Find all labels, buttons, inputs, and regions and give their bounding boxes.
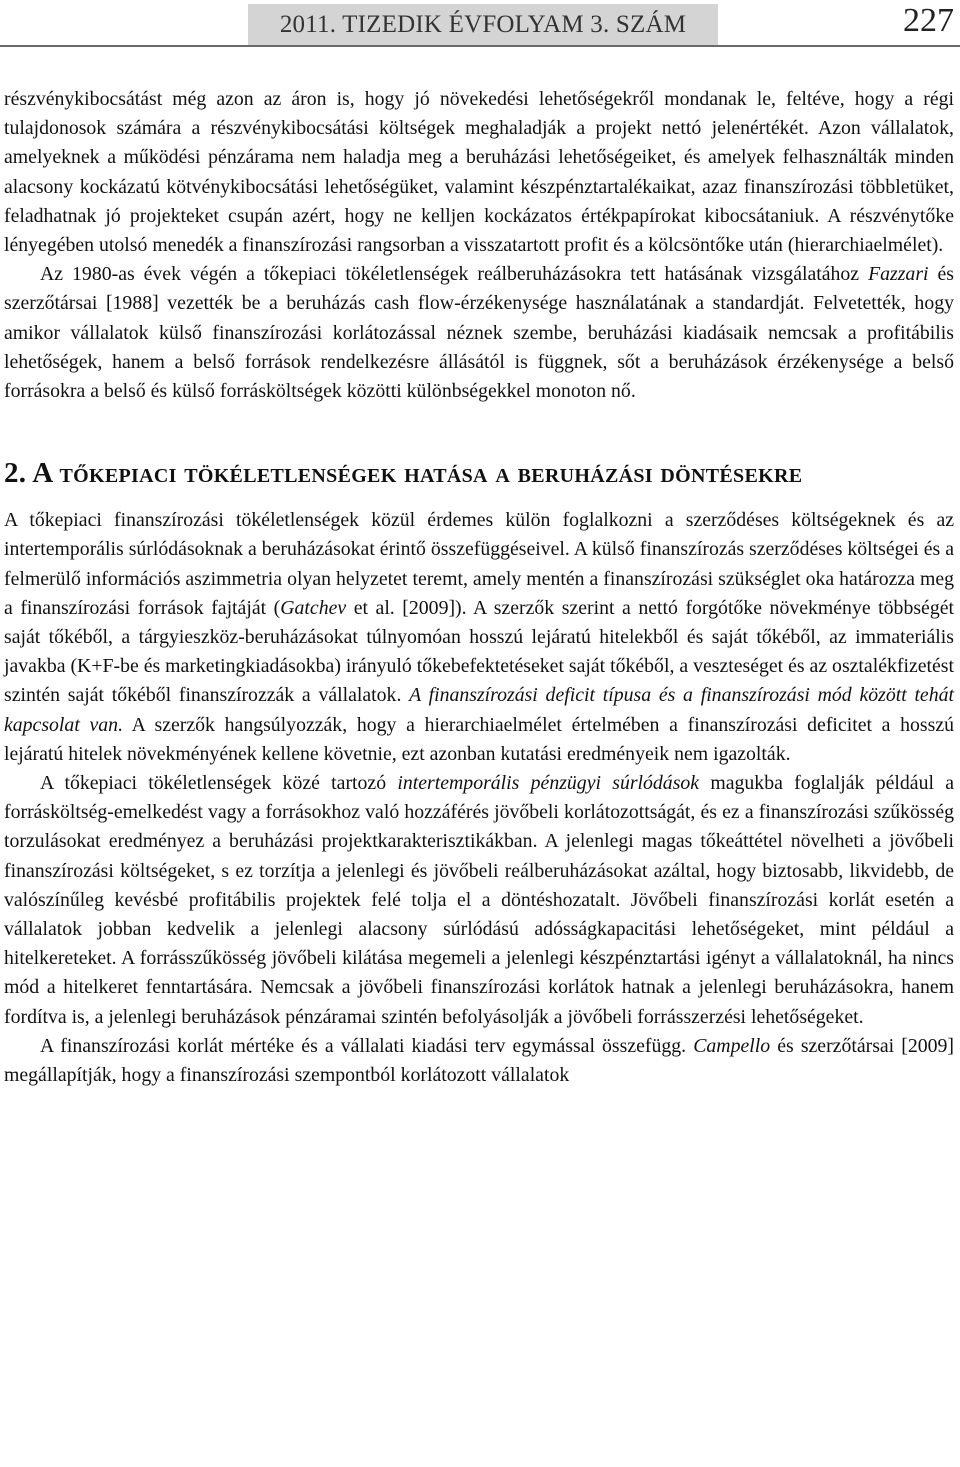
- header-divider: [0, 45, 960, 47]
- journal-issue-label: 2011. TIZEDIK ÉVFOLYAM 3. SZÁM: [248, 4, 718, 46]
- running-header: [0, 0, 960, 46]
- emphasized-sentence: A finanszírozási deficit típusa és a finanszírozási mód között tehát kapcsolat van.: [4, 684, 954, 736]
- section-spacer: [4, 406, 954, 456]
- paragraph-intertemporal: A tőkepiaci tökéletlenségek közé tartozó intertemporális pénzügyi súrlódások magukba foglalják például a forrásköltség-emelkedést vagy a forrásokhoz való hozzáférés jövőbeli korlátozottságát, és ez a finanszírozási szűkösség torzulásokat eredményez a beruházási projektkarakterisztikákban. A jelenlegi magas tőkeáttétel növelheti a jövőbeli finanszírozási költségeket, s ez torzítja a jelenlegi és jövőbeli reálberuházásokat azáltal, hogy biztosabb, likvidebb, de valószínűleg kevésbé profitábilis projektek felé tolja el a döntéshozatalt. Jövőbeli finanszírozási korlát esetén a vállalatok jobban kedvelik a jelenlegi alacsony súrlódású adósságkapacitási lehetőségeket, mint például a hitelkereteket. A forrásszűkösség jövőbeli kilátása megemeli a jelenlegi készpénztartási igényt a vállalatoknál, ha nincs mód a hitelkeret fenntartására. Nemcsak a jövőbeli finanszírozási korlátok hatnak a jelenlegi beruházásokra, hanem fordítva is, a jelenlegi beruházások pénzáramai szintén befolyásolják a jövőbeli forrásszerzési lehetőségeket.: [4, 772, 955, 1028]
- article-body: [4, 85, 954, 1090]
- emphasized-term: intertemporális pénzügyi súrlódások: [397, 772, 700, 795]
- paragraph-continued: részvénykibocsátást még azon az áron is, hogy jó növekedési lehetőségekről mondanak le, feltéve, hogy a régi tulajdonosok számára a részvénykibocsátási költségek meghaladják a projekt nettó jelenértékét. Azon vállalatok, amelyeknek a működési pénzárama nem haladja meg a beruházási lehetőségeiket, és amelyek felhasználták minden alacsony kockázatú kötvénykibocsátási lehetőségüket, valamint készpénztartalékaikat, azaz finanszírozási többletüket, feladhatnak jó projekteket csupán azért, hogy ne kelljen kockázatos értékpapírokat kibocsátaniuk. A részvénytőke lényegében utolsó menedék a finanszírozási rangsorban a visszatartott profit és a kölcsöntőke után (hierarchiaelmélet).: [4, 88, 954, 257]
- page-number: 227: [903, 2, 954, 39]
- author-name-fazzari: Fazzari: [868, 263, 929, 286]
- author-name-gatchev: Gatchev: [280, 596, 347, 619]
- paragraph-gatchev: A tőkepiaci finanszírozási tökéletlenségek közül érdemes külön foglalkozni a szerződéses költségeknek és az intertemporális súrlódásoknak a beruházásokat érintő összefüggéseivel. A külső finanszírozás szerződéses költségei és a felmerülő információs aszimmetria olyan helyzetet teremt, amely mentén a finanszírozási szükséglet oka határozza meg a finanszírozási források fajtáját (Gatchev et al. [2009]). A szerzők szerint a nettó forgótőke növekménye többségét saját tőkéből, a tárgyieszköz-beruházásokat túlnyomóan hosszú lejáratú hitelekből és saját tőkéből, az immateriális javakba (K+F-be és marketingkiadásokba) irányuló tőkebefektetéseket saját tőkéből, a veszteséget és az osztalékfizetést szintén saját tőkéből finanszírozzák a vállalatok. A finanszírozási deficit típusa és a finanszírozási mód között tehát kapcsolat van. A szerzők hangsúlyozzák, hogy a hierarchiaelmélet értelmében a finanszírozási deficitet a hosszú lejáratú hitelek növekményének kellene követnie, ezt azonban kutatási eredményeik nem igazolták.: [4, 509, 954, 765]
- author-name-campello: Campello: [693, 1034, 771, 1057]
- section-heading: 2. A tőkepiaci tökéletlenségek hatása a beruházási döntésekre: [4, 457, 803, 490]
- paragraph-campello: A finanszírozási korlát mértéke és a vállalati kiadási terv egymással összefügg. Campello és szerzőtársai [2009] megállapítják, hogy a finanszírozási szempontból korlátozott vállalatok: [4, 1034, 955, 1087]
- paragraph-fazzari: Az 1980-as évek végén a tőkepiaci tökéletlenségek reálberuházásokra tett hatásának vizsgálatához Fazzari és szerzőtársai [1988] vezették be a beruházás cash flow-érzékenysége használatának a standardját. Felvetették, hogy amikor vállalatok külső finanszírozási korlátozással néznek szembe, beruházási kiadásaik nemcsak a profitábilis lehetőségek, hanem a belső források rendelkezésre állásától is függnek, sőt a beruházások érzékenysége a belső forrásokra a belső és külső forrásköltségek közötti különbségekkel monoton nő.: [4, 263, 954, 403]
